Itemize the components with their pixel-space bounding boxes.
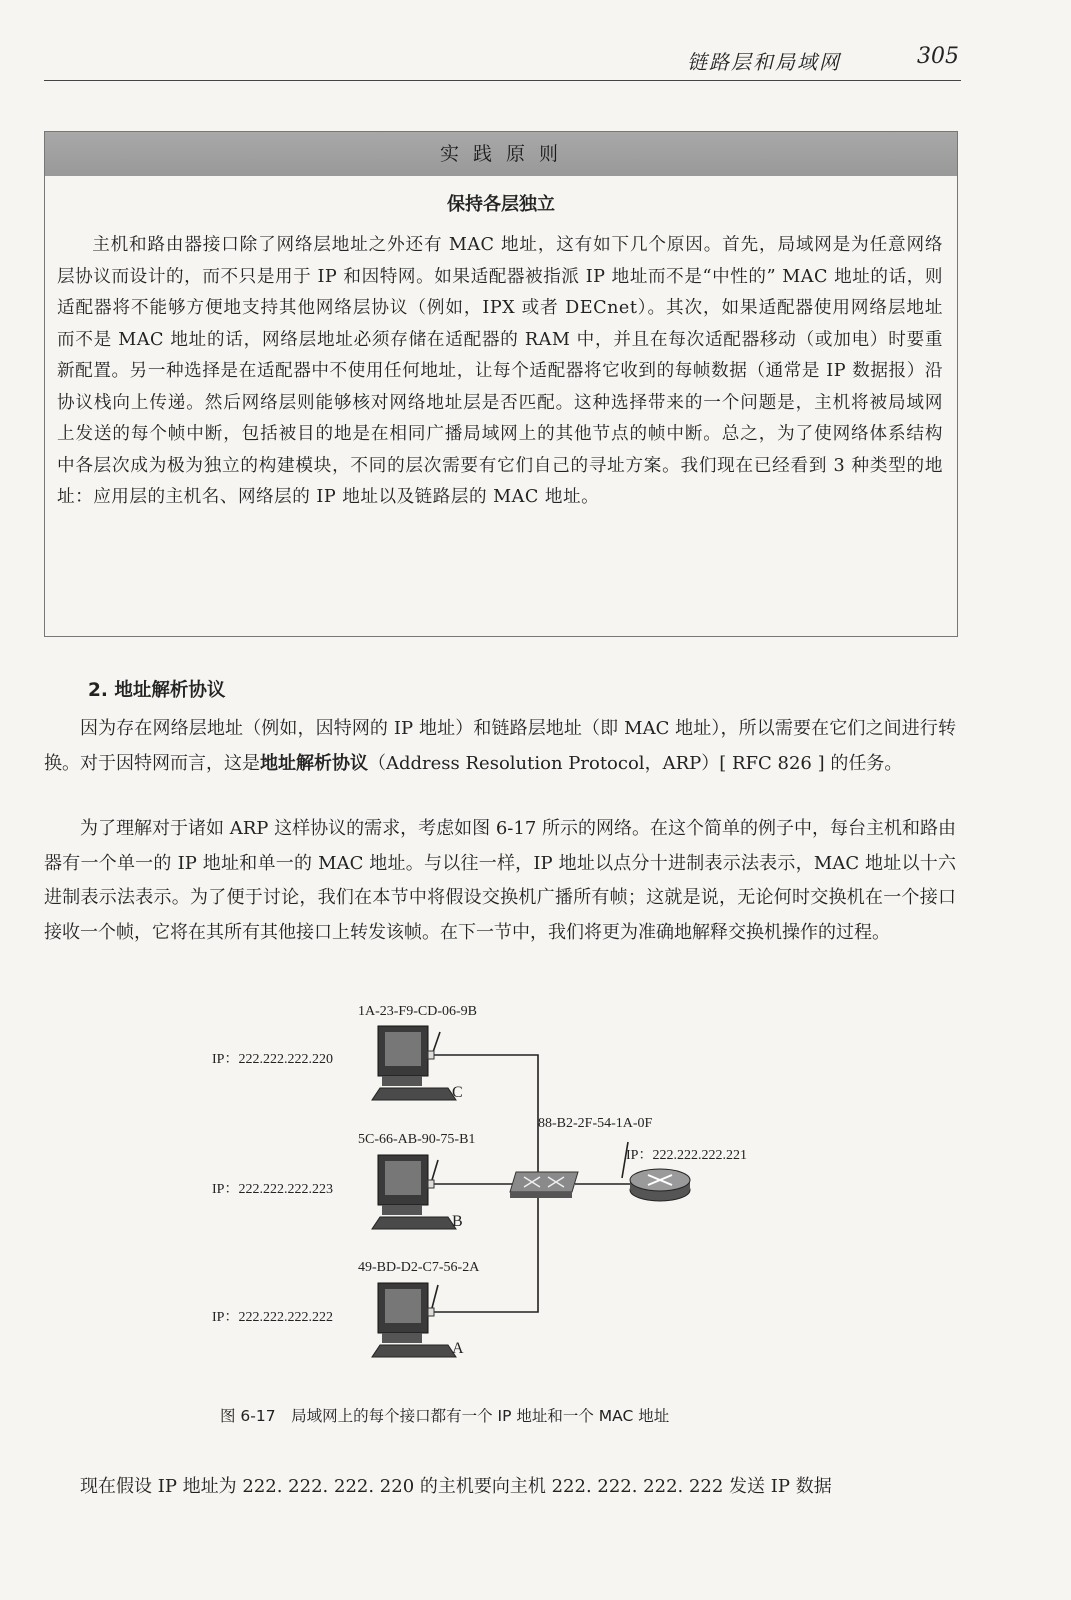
paragraph-continuation: 现在假设 IP 地址为 222. 222. 222. 220 的主机要向主机 222. 222. 222. 222 发送 IP 数据 <box>80 1476 832 1497</box>
mac-label-c: 1A-23-F9-CD-06-9B <box>358 1004 477 1019</box>
page-number: 305 <box>917 44 959 69</box>
ip-label-c: IP：222.222.222.220 <box>212 1052 333 1067</box>
switch-icon <box>510 1172 578 1198</box>
computer-icon <box>372 1026 456 1100</box>
practice-principle-box <box>44 131 958 637</box>
paragraph-arp-intro <box>44 712 956 781</box>
mac-label-router: 88-B2-2F-54-1A-0F <box>538 1116 653 1131</box>
page-header <box>44 40 961 81</box>
host-label-b: B <box>452 1213 463 1230</box>
figure-6-17 <box>0 1004 1071 1380</box>
paragraph-text: （Address Resolution Protocol，ARP）[ RFC 826 ] 的任务。 <box>368 752 903 774</box>
mac-label-a: 49-BD-D2-C7-56-2A <box>358 1260 480 1275</box>
paragraph-text: 因为存在网络层地址（例如，因特网的 IP 地址）和链路层地址（即 MAC 地址），所以需要在它们之间进行转换。对于因特网而言，这是 <box>44 718 956 774</box>
computer-icon <box>372 1155 456 1229</box>
figure-caption: 图 6-17 局域网上的每个接口都有一个 IP 地址和一个 MAC 地址 <box>220 1407 670 1425</box>
box-heading: 实 践 原 则 <box>45 132 957 176</box>
host-label-c: C <box>452 1084 463 1101</box>
computer-icon <box>372 1283 456 1357</box>
term-arp: 地址解析协议 <box>260 752 368 774</box>
mac-label-b: 5C-66-AB-90-75-B1 <box>358 1132 476 1147</box>
host-label-a: A <box>452 1340 464 1357</box>
paragraph-network-example: 为了理解对于诸如 ARP 这样协议的需求，考虑如图 6-17 所示的网络。在这个简单的例子中，每台主机和路由器有一个单一的 IP 地址和单一的 MAC 地址。与以往一样，IP 地址以点分十进制表示法表示，MAC 地址以十六进制表示法表示。为了便于讨论，我们在本节中将假设交换机广播所有帧；这就是说，无论何时交换机在一个接口接收一个帧，它将在其所有其他接口上转发该帧。在下一节中，我们将更为准确地解释交换机操作的过程。 <box>44 818 956 943</box>
running-title: 链路层和局域网 <box>687 50 841 74</box>
ip-label-b: IP：222.222.222.223 <box>212 1182 333 1197</box>
box-subtitle: 保持各层独立 <box>447 194 555 215</box>
section-title: 2. 地址解析协议 <box>88 680 226 701</box>
ip-label-router: IP：222.222.222.221 <box>626 1148 747 1163</box>
network-diagram <box>0 1020 1071 1380</box>
router-icon <box>630 1169 690 1201</box>
box-body-text: 主机和路由器接口除了网络层地址之外还有 MAC 地址，这有如下几个原因。首先，局域网是为任意网络层协议而设计的，而不只是用于 IP 和因特网。如果适配器被指派 IP 地址而不是“中性的” MAC 地址的话，则适配器将不能够方便地支持其他网络层协议（例如，IPX 或者 DECnet）。其次，如果适配器使用网络层地址而不是 MAC 地址的话，网络层地址必须存储在适配器的 RAM 中，并且在每次适配器移动（或加电）时要重新配置。另一种选择是在适配器中不使用任何地址，让每个适配器将它收到的每帧数据（通常是 IP 数据报）沿协议栈向上传递。然后网络层则能够核对网络地址层是否匹配。这种选择带来的一个问题是，主机将被局域网上发送的每个帧中断，包括被目的地是在相同广播局域网上的其他节点的帧中断。总之，为了使网络体系结构中各层次成为极为独立的构建模块，不同的层次需要有它们自己的寻址方案。我们现在已经看到 3 种类型的地址：应用层的主机名、网络层的 IP 地址以及链路层的 MAC 地址。 <box>57 235 943 507</box>
ip-label-a: IP：222.222.222.222 <box>212 1310 333 1325</box>
